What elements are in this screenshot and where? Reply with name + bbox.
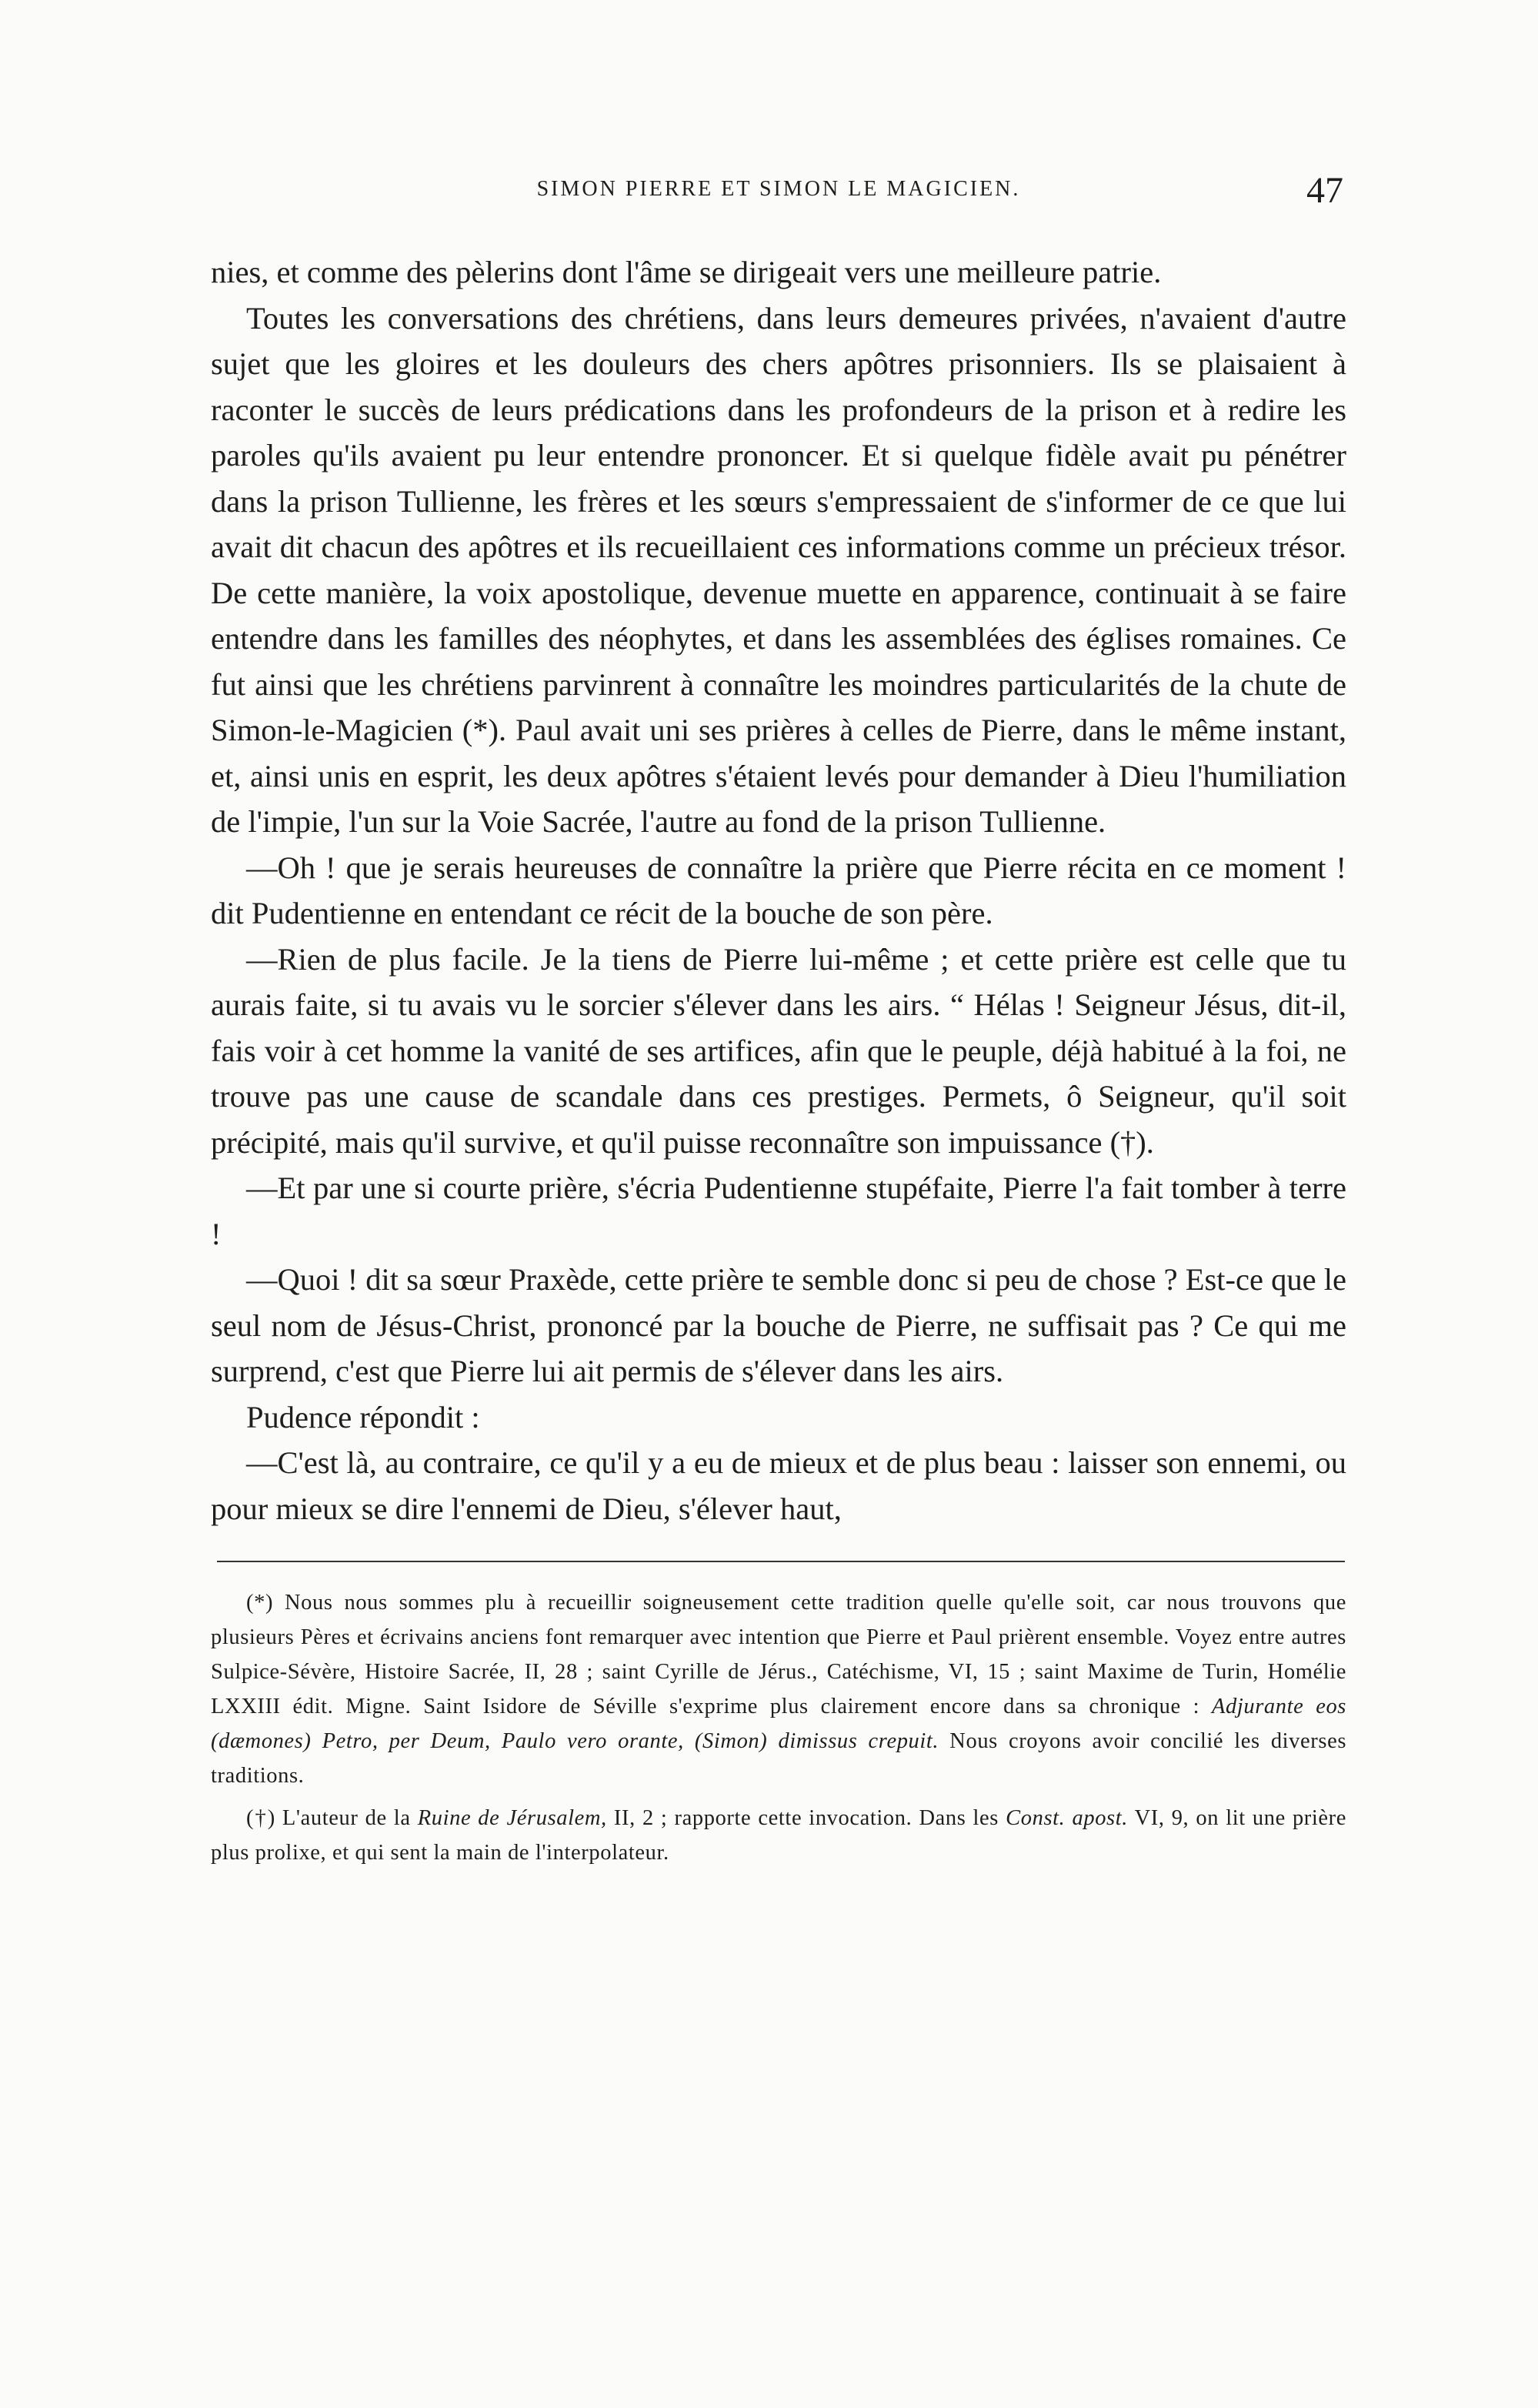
- paragraph: —Quoi ! dit sa sœur Praxède, cette prière te semble donc si peu de chose ? Est-ce que le seul nom de Jésus-Christ, prononcé par la bouche de Pierre, ne suffisait pas ? Ce qui me surprend, c'est que Pierre lui ait permis de s'élever dans les airs.: [211, 1262, 1346, 1388]
- page-number: 47: [1306, 170, 1343, 211]
- book-title: Const. apost.: [1006, 1806, 1128, 1830]
- footnote-star: [211, 1585, 1346, 1793]
- paragraph: Toutes les conversations des chrétiens, dans leurs demeures privées, n'avaient d'autre sujet que les gloires et les douleurs des chers apôtres prisonniers. Ils se plaisaient à raconter le succès de leurs prédications dans les profondeurs de la prison et à redire les paroles qu'ils avaient pu leur entendre prononcer. Et si quelque fidèle avait pu pénétrer dans la prison Tullienne, les frères et les sœurs s'empressaient de s'informer de ce que lui avait dit chacun des apôtres et ils recueillaient ces informations comme un précieux trésor. De cette manière, la voix apostolique, devenue muette en apparence, continuait à se faire entendre dans les familles des néophytes, et dans les assemblées des églises romaines. Ce fut ainsi que les chrétiens parvinrent à connaître les moindres particularités de la chute de Simon-le-Magicien (*). Paul avait uni ses prières à celles de Pierre, dans le même instant, et, ainsi unis en esprit, les deux apôtres s'étaient levés pour demander à Dieu l'humiliation de l'impie, l'un sur la Voie Sacrée, l'autre au fond de la prison Tullienne.: [211, 300, 1346, 839]
- footnote-divider: [217, 1561, 1345, 1562]
- paragraph: —Oh ! que je serais heureuses de connaître la prière que Pierre récita en ce moment ! dit Pudentienne en entendant ce récit de la bouche de son père.: [211, 850, 1346, 930]
- footnote-text: Nous croyons avoir concilié les diverses traditions.: [211, 1729, 1347, 1788]
- footnote-text: (*) Nous nous sommes plu à recueillir soigneusement cette tradition quelle qu'elle soit, car nous trouvons que plusieurs Pères et écrivains anciens font remarquer avec intention que Pierre et Paul prièrent ensemble. Voyez entre autres Sulpice-Sévère, Histoire Sacrée, II, 28 ; saint Cyrille de Jérus., Catéchisme, VI, 15 ; saint Maxime de Turin, Homélie LXXIII édit. Migne. Saint Isidore de Séville s'exprime plus clairement encore dans sa chronique :: [211, 1591, 1346, 1718]
- paragraph: —Rien de plus facile. Je la tiens de Pierre lui-même ; et cette prière est celle que tu aurais faite, si tu avais vu le sorcier s'élever dans les airs. “ Hélas ! Seigneur Jésus, dit-il, fais voir à cet homme la vanité de ses artifices, afin que le peuple, déjà habitué à la foi, ne trouve pas une cause de scandale dans ces prestiges. Permets, ô Seigneur, qu'il soit précipité, mais qu'il survive, et qu'il puisse reconnaître son impuissance (†).: [211, 941, 1346, 1160]
- footnote-text: (†) L'auteur de la: [246, 1806, 411, 1830]
- book-page: [211, 169, 1346, 1878]
- paragraph: Pudence répondit :: [246, 1399, 480, 1434]
- running-head: [211, 169, 1346, 215]
- body-text: [211, 249, 1346, 1531]
- paragraph: nies, et comme des pèlerins dont l'âme se dirigeait vers une meilleure patrie.: [211, 255, 1162, 289]
- paragraph: —Et par une si courte prière, s'écria Pudentienne stupéfaite, Pierre l'a fait tomber à terre !: [211, 1171, 1346, 1251]
- footnotes: [211, 1585, 1346, 1870]
- footnote-text: VI, 9, on lit une prière plus prolixe, et qui sent la main de l'interpolateur.: [211, 1806, 1346, 1865]
- book-title: Ruine de Jérusalem,: [417, 1806, 607, 1830]
- running-title: SIMON PIERRE ET SIMON LE MAGICIEN.: [536, 177, 1021, 201]
- footnote-dagger: [211, 1801, 1346, 1870]
- footnote-text: II, 2 ; rapporte cette invocation. Dans les: [613, 1806, 999, 1830]
- paragraph: —C'est là, au contraire, ce qu'il y a eu de mieux et de plus beau : laisser son ennemi, ou pour mieux se dire l'ennemi de Dieu, s'élever haut,: [211, 1445, 1346, 1526]
- latin-quote: Adjurante eos (dæmones) Petro, per Deum, Paulo vero orante, (Simon) dimissus crepuit.: [211, 1695, 1346, 1753]
